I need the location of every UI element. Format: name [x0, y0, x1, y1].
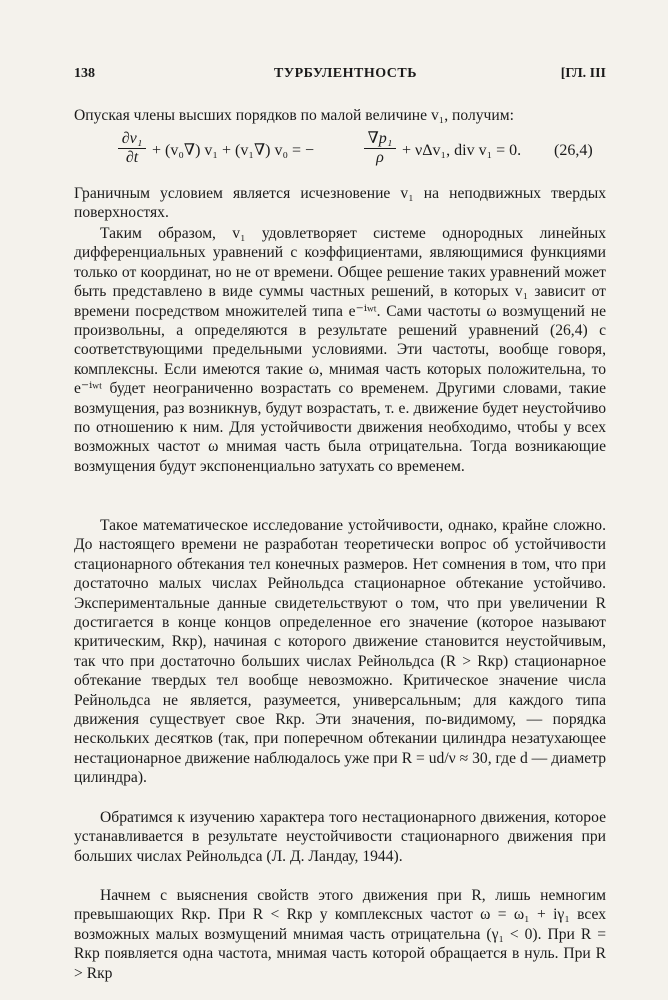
- equation-number: (26,4): [554, 142, 593, 159]
- fraction-numerator: ∂v₁: [118, 130, 146, 149]
- paragraph-nonstationary: Обратимся к изучению характера того нестационарного движения, которое устанавливается в результате неустойчивости стационарного движения при больших числах Рейнольдса (Л. Д. Ландау, 1944).: [74, 809, 606, 865]
- paragraph-boundary-condition: Граничным условием является исчезновение v₁ на неподвижных твердых поверхностях.: [74, 185, 606, 222]
- fraction-denominator: ∂t: [125, 149, 139, 166]
- paragraph-critical-reynolds: Такое математическое исследование устойчивости, однако, крайне сложно. До настоящего времени не разработан теоретически вопрос об устойчивости стационарного обтекания тел конечных размеров. Нет сомнения в том, что при достаточно малых числах Рейнольдса стационарное обтекание устойчиво. Экспериментальные данные свидетельствуют о том, что при увеличении R достигается в конце концов определенное его значение (которое называют критическим, Rкр), начиная с которого движение становится неустойчивым, так что при достаточно больших числах Рейнольдса (R > Rкр) стационарное обтекание твердых тел вообще невозможно. Критическое значение числа Рейнольдса не является, разумеется, универсальным; для каждого типа движения существует свое Rкр. Эти значения, по-видимому, — порядка нескольких десятков (так, при поперечном обтекании цилиндра незатухающее нестационарное движение наблюдалось уже при R = ud/ν ≈ 30, где d — диаметр цилиндра).: [74, 517, 606, 787]
- fraction-numerator: ∇p₁: [364, 130, 396, 149]
- running-title: ТУРБУЛЕНТНОСТЬ: [274, 66, 418, 81]
- fraction-dv-dt: [118, 130, 146, 167]
- equation-26-4: [118, 130, 608, 172]
- equation-right: + νΔv₁, div v₁ = 0.: [402, 142, 522, 159]
- paragraph-near-critical: Начнем с выяснения свойств этого движения при R, лишь немногим превышающих Rкр. При R < Rкр у комплексных частот ω = ω₁ + iγ₁ всех возможных малых возмущений мнимая часть отрицательна (γ₁ < 0). При R = Rкр появляется одна частота, мнимая часть которой обращается в нуль. При R > Rкр: [74, 887, 606, 982]
- chapter-label: [ГЛ. III: [560, 66, 606, 81]
- paragraph-linear-system: Таким образом, v₁ удовлетворяет системе однородных линейных дифференциальных уравнений с коэффициентами, являющимися функциями только от координат, но не от времени. Общее решение таких уравнений может быть представлено в виде суммы частных решений, в которых v₁ зависит от времени посредством множителей типа e⁻ⁱʷᵗ. Сами частоты ω возмущений не произвольны, а определяются в результате решений уравнений (26,4) с соответствующими предельными условиями. Эти частоты, вообще говоря, комплексны. Если имеются такие ω, мнимая часть которых положительна, то e⁻ⁱʷᵗ будет неограниченно возрастать со временем. Другими словами, такие возмущения, раз возникнув, будут возрастать, т. е. движение будет неустойчиво по отношению к ним. Для устойчивости движения необходимо, чтобы у всех возможных частот ω мнимая часть была отрицательна. Тогда возникающие возмущения будут экспоненциально затухать со временем.: [74, 225, 606, 475]
- equation-middle: + (v₀∇) v₁ + (v₁∇) v₀ = −: [152, 142, 315, 159]
- page-number: 138: [74, 66, 95, 81]
- page-header: [74, 66, 606, 88]
- fraction-grad-p: [364, 130, 396, 167]
- intro-line: Опуская члены высших порядков по малой величине v₁, получим:: [74, 107, 514, 124]
- fraction-denominator: ρ: [376, 149, 384, 166]
